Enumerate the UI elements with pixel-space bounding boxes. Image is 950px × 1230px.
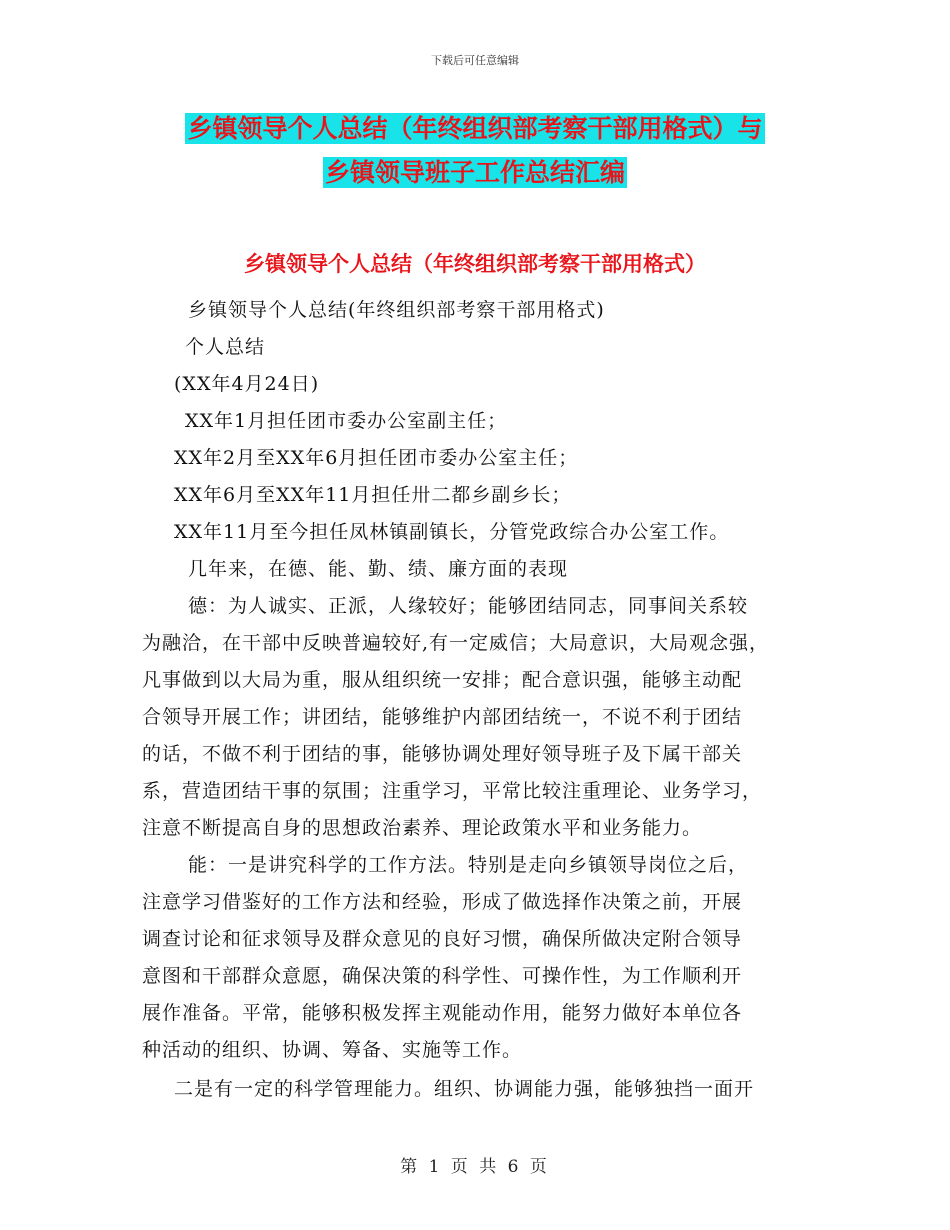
body-line: 为融洽，在干部中反映普遍较好,有一定威信；大局意识，大局观念强，: [142, 632, 770, 654]
body-line: 合领导开展工作；讲团结，能够维护内部团结统一，不说不利于团结: [142, 706, 743, 728]
page-number: 第 1 页 共 6 页: [400, 1157, 550, 1177]
body-line: 个人总结: [185, 336, 266, 358]
body-line: 德：为人诚实、正派，人缘较好；能够团结同志，同事间关系较: [188, 595, 749, 617]
body-line: (XX年4月24日): [174, 373, 320, 395]
document-title-line-2-text: 乡镇领导班子工作总结汇编: [324, 158, 625, 187]
document-title-line-2: [0, 156, 950, 190]
document-title-line-1: [0, 112, 950, 146]
body-line: XX年6月至XX年11月担任卅二都乡副乡长；: [174, 484, 572, 506]
body-line: XX年11月至今担任凤林镇副镇长，分管党政综合办公室工作。: [174, 521, 730, 543]
body-line: XX年2月至XX年6月担任团市委办公室主任；: [174, 447, 579, 469]
body-line: 的话，不做不利于团结的事，能够协调处理好领导班子及下属干部关: [142, 743, 743, 765]
body-line: 注意学习借鉴好的工作方法和经验，形成了做选择作决策之前，开展: [142, 891, 743, 913]
body-line: 展作准备。平常，能够积极发挥主观能动作用，能努力做好本单位各: [142, 1002, 743, 1024]
page-header-note: 下载后可任意编辑: [431, 54, 519, 67]
body-line: 乡镇领导个人总结(年终组织部考察干部用格式): [188, 299, 605, 321]
body-line: 种活动的组织、协调、筹备、实施等工作。: [142, 1039, 523, 1061]
body-line: 系，营造团结干事的氛围；注重学习，平常比较注重理论、业务学习，: [142, 780, 763, 802]
body-line: 注意不断提高自身的思想政治素养、理论政策水平和业务能力。: [142, 817, 703, 839]
body-line: 几年来，在德、能、勤、绩、廉方面的表现: [188, 558, 569, 580]
body-line: XX年1月担任团市委办公室副主任；: [185, 410, 508, 432]
body-line: 能：一是讲究科学的工作方法。特别是走向乡镇领导岗位之后，: [188, 854, 749, 876]
body-line: 二是有一定的科学管理能力。组织、协调能力强，能够独挡一面开: [174, 1078, 755, 1100]
body-line: 凡事做到以大局为重，服从组织统一安排；配合意识强，能够主动配: [142, 669, 743, 691]
body-line: 调查讨论和征求领导及群众意见的良好习惯，确保所做决定附合领导: [142, 928, 743, 950]
document-title-line-1-text: 乡镇领导个人总结（年终组织部考察干部用格式）与: [187, 114, 763, 143]
body-line: 意图和干部群众意愿，确保决策的科学性、可操作性，为工作顺利开: [142, 965, 743, 987]
section-title: 乡镇领导个人总结（年终组织部考察干部用格式）: [244, 252, 706, 276]
